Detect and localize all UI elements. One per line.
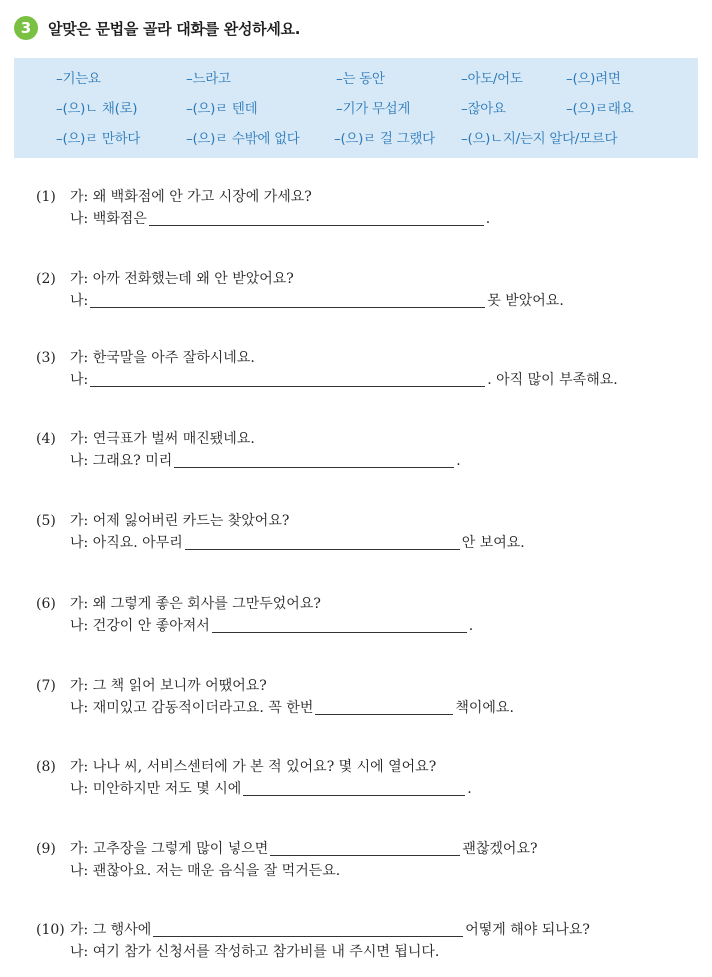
speaker-b-suffix: . 아직 많이 부족해요.: [487, 372, 618, 388]
answer-blank[interactable]: [185, 533, 460, 550]
question-6: [36, 593, 473, 637]
grammar-option: –느라고: [186, 71, 231, 87]
speaker-a-line: 가: 그 책 읽어 보니까 어땠어요?: [70, 678, 267, 694]
question-5: [36, 510, 525, 554]
speaker-b-line: 나: 여기 참가 신청서를 작성하고 참가비를 내 주시면 됩니다.: [70, 944, 440, 960]
question-number: (3): [36, 350, 56, 366]
grammar-option: –(으)ㄹ 만하다: [56, 131, 141, 147]
grammar-option: –(으)ㄹ 텐데: [186, 101, 258, 117]
question-number: (1): [36, 189, 56, 205]
grammar-option: –(으)ㄴ지/는지 알다/모르다: [461, 131, 618, 147]
speaker-b-prefix: 나: 아직요. 아무리: [70, 535, 183, 551]
speaker-a-suffix: 어떻게 해야 되나요?: [465, 922, 590, 938]
answer-blank[interactable]: [153, 920, 463, 937]
speaker-b-prefix: 나: 재미있고 감동적이더라고요. 꼭 한번: [70, 700, 314, 716]
exercise-header: [14, 14, 300, 42]
question-number: (9): [36, 841, 56, 857]
question-9: [36, 838, 537, 882]
speaker-b-suffix: 안 보여요.: [461, 535, 525, 551]
speaker-b-line: 나: 괜찮아요. 저는 매운 음식을 잘 먹거든요.: [70, 863, 341, 879]
speaker-a-suffix: 괜찮겠어요?: [462, 841, 538, 857]
question-1: [36, 186, 490, 230]
grammar-option: –(으)ㄹ 걸 그랬다: [334, 131, 435, 147]
question-number: (5): [36, 513, 56, 529]
exercise-number-badge: 3: [14, 16, 38, 40]
grammar-option: –아도/어도: [461, 71, 523, 87]
speaker-a-line: 가: 한국말을 아주 잘하시네요.: [70, 350, 255, 366]
question-2: [36, 268, 564, 312]
question-4: [36, 428, 461, 472]
grammar-option: –(으)려면: [566, 71, 621, 87]
speaker-b-suffix: 못 받았어요.: [487, 293, 564, 309]
question-number: (4): [36, 431, 56, 447]
answer-blank[interactable]: [90, 291, 485, 308]
question-7: [36, 675, 514, 719]
exercise-instruction: 알맞은 문법을 골라 대화를 완성하세요.: [48, 19, 301, 38]
speaker-a-line: 가: 왜 백화점에 안 가고 시장에 가세요?: [70, 189, 312, 205]
question-10: [36, 919, 590, 963]
answer-blank[interactable]: [149, 209, 484, 226]
speaker-b-suffix: .: [456, 453, 461, 469]
speaker-b-prefix: 나: 그래요? 미리: [70, 453, 173, 469]
question-number: (6): [36, 596, 56, 612]
speaker-b-prefix: 나: 건강이 안 좋아져서: [70, 618, 210, 634]
speaker-a-line: 가: 어제 잃어버린 카드는 찾았어요?: [70, 513, 290, 529]
answer-blank[interactable]: [90, 370, 485, 387]
question-number: (7): [36, 678, 56, 694]
speaker-b-prefix: 나:: [70, 372, 89, 388]
grammar-option: –는 동안: [336, 71, 385, 87]
speaker-a-line: 가: 아까 전화했는데 왜 안 받았어요?: [70, 271, 294, 287]
speaker-b-suffix: .: [485, 211, 491, 227]
question-number: (2): [36, 271, 56, 287]
grammar-option: –(으)ㄴ 채(로): [56, 101, 138, 117]
speaker-a-line: 가: 왜 그렇게 좋은 회사를 그만두었어요?: [70, 596, 321, 612]
speaker-a-prefix: 가: 고추장을 그렇게 많이 넣으면: [70, 841, 269, 857]
question-3: [36, 347, 618, 391]
answer-blank[interactable]: [243, 779, 465, 796]
answer-blank[interactable]: [270, 839, 460, 856]
speaker-b-prefix: 나: 미안하지만 저도 몇 시에: [70, 781, 242, 797]
grammar-option: –(으)ㄹ 수밖에 없다: [186, 131, 300, 147]
grammar-option: –(으)ㄹ래요: [566, 101, 634, 117]
grammar-option: –기는요: [56, 71, 101, 87]
speaker-a-prefix: 가: 그 행사에: [70, 922, 152, 938]
speaker-a-line: 가: 연극표가 벌써 매진됐네요.: [70, 431, 255, 447]
answer-blank[interactable]: [174, 451, 454, 468]
speaker-a-line: 가: 나나 씨, 서비스센터에 가 본 적 있어요? 몇 시에 열어요?: [70, 759, 437, 775]
question-number: (10): [36, 922, 65, 938]
speaker-b-prefix: 나: 백화점은: [70, 211, 147, 227]
grammar-option: –기가 무섭게: [336, 101, 411, 117]
question-8: [36, 756, 472, 800]
speaker-b-suffix: 책이에요.: [455, 700, 514, 716]
grammar-option-box: [14, 58, 698, 158]
speaker-b-prefix: 나:: [70, 293, 89, 309]
answer-blank[interactable]: [212, 616, 467, 633]
question-number: (8): [36, 759, 56, 775]
grammar-option: –잖아요: [461, 101, 506, 117]
speaker-b-suffix: .: [467, 781, 472, 797]
speaker-b-suffix: .: [468, 618, 474, 634]
answer-blank[interactable]: [315, 698, 453, 715]
